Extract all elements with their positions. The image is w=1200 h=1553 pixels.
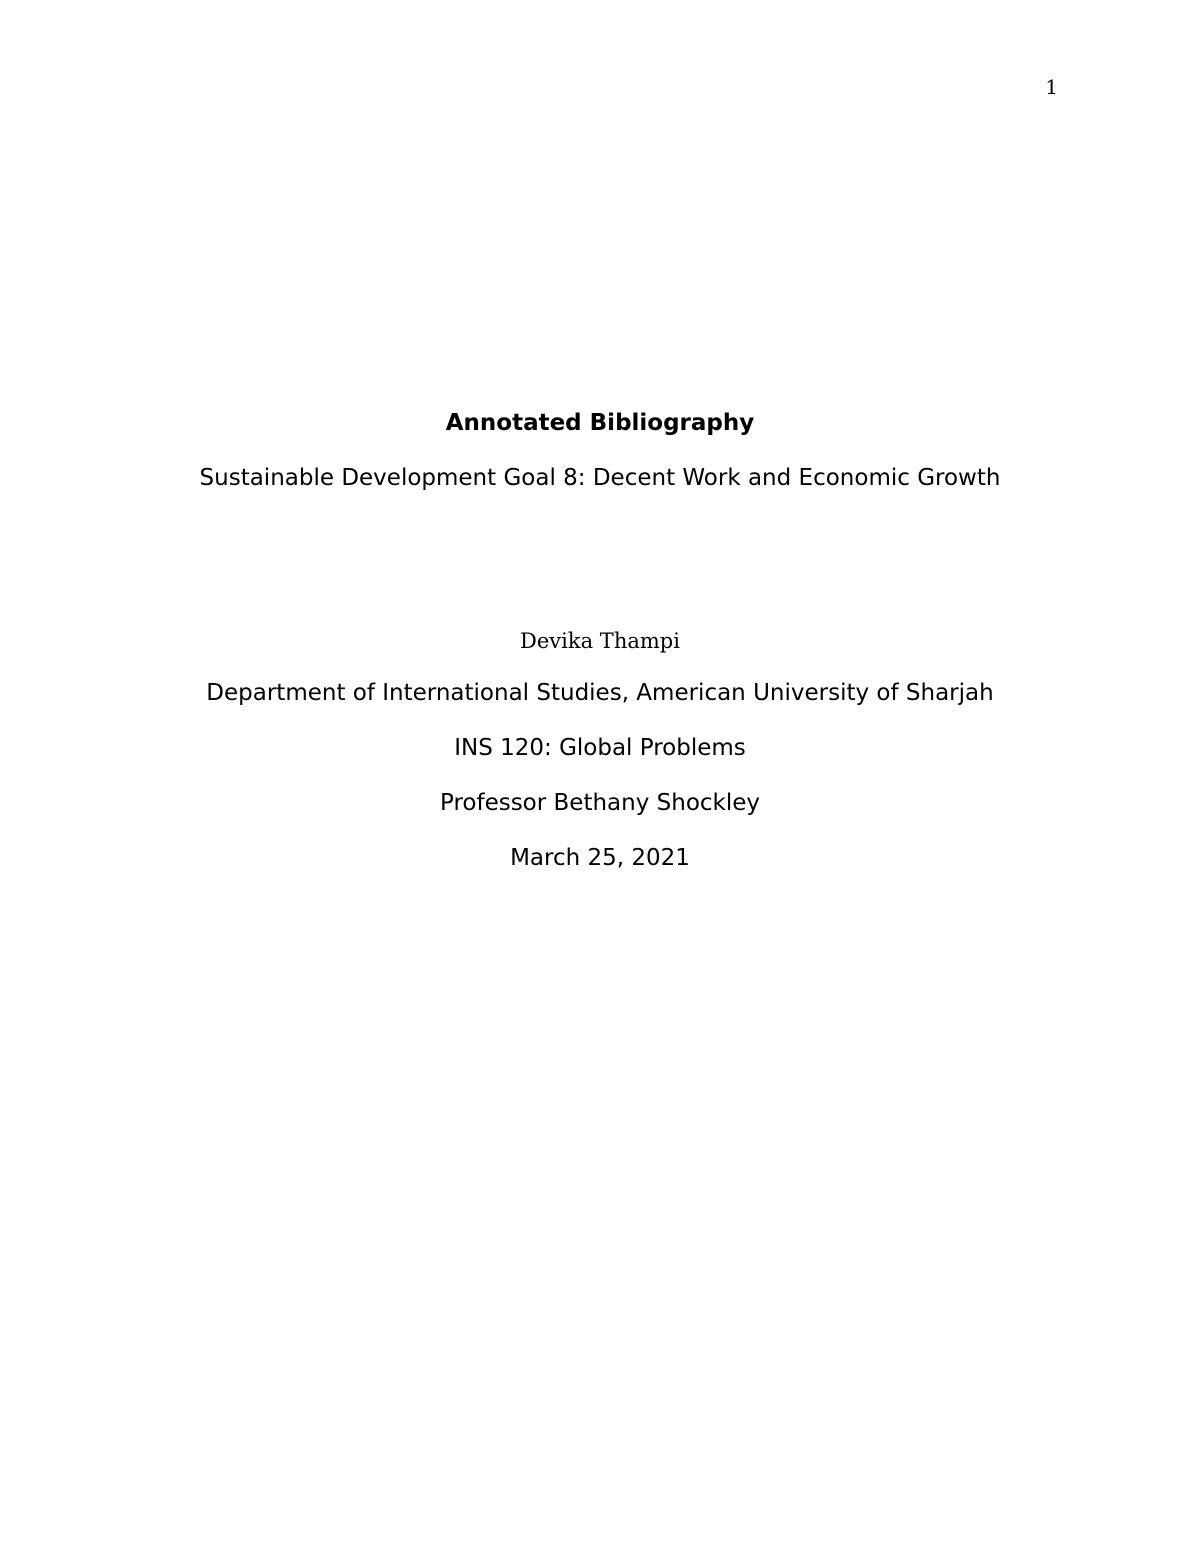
submission-date: March 25, 2021 [510,845,690,871]
page-number: 1 [1045,75,1058,99]
professor-name: Professor Bethany Shockley [439,790,761,816]
department-affiliation: Department of International Studies, American University of Sharjah [206,680,994,706]
paper-title: Annotated Bibliography [445,410,755,436]
author-name: Devika Thampi [520,629,680,653]
course-name: INS 120: Global Problems [454,735,746,761]
paper-subtitle: Sustainable Development Goal 8: Decent Work and Economic Growth [199,465,1001,491]
